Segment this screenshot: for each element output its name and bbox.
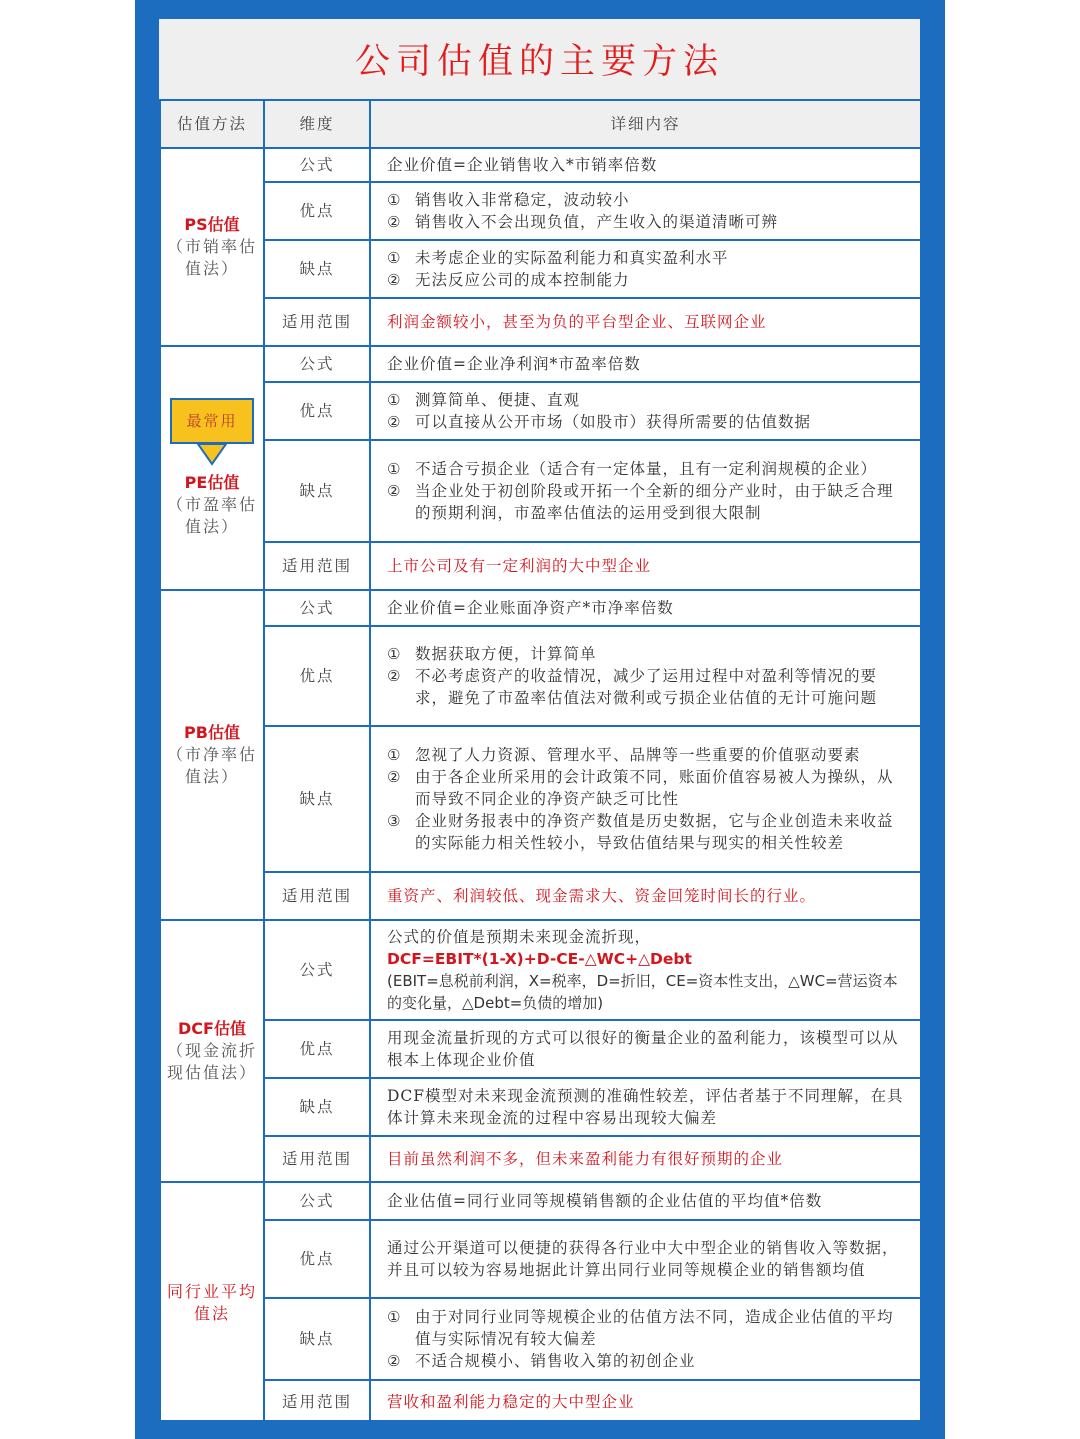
list-item: 销售收入不会出现负值，产生收入的渠道清晰可辨 (415, 213, 779, 231)
item-marker: ③ (387, 812, 401, 830)
header-method: 估值方法 (160, 100, 264, 148)
most-used-marker (161, 398, 263, 466)
list-item: 可以直接从公开市场（如股市）获得所需要的估值数据 (415, 413, 812, 431)
formula-note: (EBIT=息税前利润，X=税率，D=折旧，CE=资本性支出，△WC=营运资本的变化量，△Debt=负债的增加) (387, 972, 898, 1012)
item-marker: ② (387, 768, 401, 786)
item-marker: ② (387, 1352, 401, 1370)
table-row (160, 440, 921, 542)
list-item: 无法反应公司的成本控制能力 (415, 271, 630, 289)
table-row (160, 1220, 921, 1298)
valuation-table (159, 99, 922, 1425)
dim-cons: 缺点 (264, 726, 370, 872)
dim-cons: 缺点 (264, 1298, 370, 1380)
formula-text: 企业价值=企业账面净资产*市净率倍数 (370, 590, 921, 626)
method-name: DCF估值 (178, 1019, 246, 1038)
method-name: PS估值 (184, 215, 240, 234)
method-subtitle: （市盈率估值法） (166, 495, 257, 536)
list-item: 数据获取方便，计算简单 (415, 645, 597, 663)
scope-text: 目前虽然利润不多，但未来盈利能力有很好预期的企业 (370, 1136, 921, 1182)
cons-list (370, 726, 921, 872)
cons-list (370, 240, 921, 298)
list-item: 忽视了人力资源、管理水平、品牌等一些重要的价值驱动要素 (415, 746, 861, 764)
table-row (160, 1182, 921, 1220)
item-marker: ② (387, 271, 401, 289)
formula-intro: 公式的价值是预期未来现金流折现， (387, 928, 652, 946)
list-item: 不适合规模小、销售收入第的初创企业 (415, 1352, 696, 1370)
scope-text: 营收和盈利能力稳定的大中型企业 (370, 1380, 921, 1424)
method-subtitle: （市净率估值法） (166, 745, 257, 786)
formula-text: 企业价值=企业销售收入*市销率倍数 (370, 148, 921, 182)
item-marker: ② (387, 213, 401, 231)
dim-scope: 适用范围 (264, 298, 370, 346)
dim-pros: 优点 (264, 182, 370, 240)
list-item: 未考虑企业的实际盈利能力和真实盈利水平 (415, 249, 729, 267)
table-row (160, 626, 921, 726)
pros-text: 用现金流量折现的方式可以很好的衡量企业的盈利能力，该模型可以从根本上体现企业价值 (370, 1020, 921, 1078)
item-marker: ① (387, 746, 401, 764)
dim-formula: 公式 (264, 148, 370, 182)
method-name: 同行业平均值法 (166, 1282, 257, 1323)
item-marker: ① (387, 191, 401, 209)
table-row (160, 346, 921, 382)
table-row (160, 590, 921, 626)
page-title: 公司估值的主要方法 (159, 19, 920, 101)
method-industry-average (160, 1182, 264, 1424)
table-row (160, 1136, 921, 1182)
list-item: 由于对同行业同等规模企业的估值方法不同，造成企业估值的平均值与实际情况有较大偏差 (415, 1308, 894, 1348)
item-marker: ① (387, 460, 401, 478)
list-item: 测算简单、便捷、直观 (415, 391, 581, 409)
pros-text: 通过公开渠道可以便捷的获得各行业中大中型企业的销售收入等数据，并且可以较为容易地据此计算出同行业同等规模企业的销售额均值 (370, 1220, 921, 1298)
item-marker: ② (387, 413, 401, 431)
scope-text: 利润金额较小，甚至为负的平台型企业、互联网企业 (370, 298, 921, 346)
valuation-card (157, 17, 922, 1422)
formula-text: 企业价值=企业净利润*市盈率倍数 (370, 346, 921, 382)
table-row (160, 182, 921, 240)
item-marker: ① (387, 645, 401, 663)
table-row (160, 872, 921, 920)
dim-formula: 公式 (264, 590, 370, 626)
formula-text: 企业估值=同行业同等规模销售额的企业估值的平均值*倍数 (370, 1182, 921, 1220)
table-row (160, 1380, 921, 1424)
method-name: PB估值 (184, 723, 240, 742)
scope-text: 上市公司及有一定利润的大中型企业 (370, 542, 921, 590)
cons-list (370, 440, 921, 542)
dim-formula: 公式 (264, 920, 370, 1020)
pros-list (370, 382, 921, 440)
table-row (160, 240, 921, 298)
table-row (160, 726, 921, 872)
dim-formula: 公式 (264, 346, 370, 382)
item-marker: ① (387, 1308, 401, 1326)
method-pb (160, 590, 264, 920)
pros-list (370, 182, 921, 240)
dim-scope: 适用范围 (264, 1380, 370, 1424)
down-arrow-icon (192, 444, 232, 466)
list-item: 由于各企业所采用的会计政策不同，账面价值容易被人为操纵，从而导致不同企业的净资产缺乏可比性 (415, 768, 894, 808)
dim-cons: 缺点 (264, 440, 370, 542)
table-row (160, 542, 921, 590)
list-item: 企业财务报表中的净资产数值是历史数据，它与企业创造未来收益的实际能力相关性较小，导致估值结果与现实的相关性较差 (415, 812, 894, 852)
dim-pros: 优点 (264, 1020, 370, 1078)
table-row (160, 1298, 921, 1380)
item-marker: ① (387, 391, 401, 409)
most-used-badge: 最常用 (170, 398, 254, 444)
table-header-row (160, 100, 921, 148)
method-ps (160, 148, 264, 346)
dim-cons: 缺点 (264, 1078, 370, 1136)
dim-formula: 公式 (264, 1182, 370, 1220)
table-row (160, 920, 921, 1020)
dim-scope: 适用范围 (264, 872, 370, 920)
cons-list (370, 1298, 921, 1380)
item-marker: ② (387, 482, 401, 500)
dim-scope: 适用范围 (264, 542, 370, 590)
table-row (160, 1020, 921, 1078)
method-name: PE估值 (184, 473, 240, 492)
table-row (160, 1078, 921, 1136)
list-item: 当企业处于初创阶段或开拓一个全新的细分产业时，由于缺乏合理的预期利润，市盈率估值法的运用受到很大限制 (415, 482, 894, 522)
list-item: 不适合亏损企业（适合有一定体量，且有一定利润规模的企业） (415, 460, 878, 478)
method-dcf (160, 920, 264, 1182)
dim-pros: 优点 (264, 626, 370, 726)
pros-list (370, 626, 921, 726)
dim-scope: 适用范围 (264, 1136, 370, 1182)
table-row (160, 382, 921, 440)
dim-cons: 缺点 (264, 240, 370, 298)
formula-cell (370, 920, 921, 1020)
item-marker: ② (387, 667, 401, 685)
scope-text: 重资产、利润较低、现金需求大、资金回笼时间长的行业。 (370, 872, 921, 920)
dim-pros: 优点 (264, 1220, 370, 1298)
list-item: 不必考虑资产的收益情况，减少了运用过程中对盈利等情况的要求，避免了市盈率估值法对微利或亏损企业估值的无计可施问题 (415, 667, 878, 707)
cons-text: DCF模型对未来现金流预测的准确性较差，评估者基于不同理解，在具体计算未来现金流的过程中容易出现较大偏差 (370, 1078, 921, 1136)
list-item: 销售收入非常稳定，波动较小 (415, 191, 630, 209)
dcf-formula: DCF=EBIT*(1-X)+D-CE-△WC+△Debt (387, 950, 692, 968)
table-row (160, 148, 921, 182)
table-row (160, 298, 921, 346)
method-subtitle: （现金流折现估值法） (166, 1041, 257, 1082)
header-dimension: 维度 (264, 100, 370, 148)
method-pe (160, 346, 264, 590)
item-marker: ① (387, 249, 401, 267)
dim-pros: 优点 (264, 382, 370, 440)
header-detail: 详细内容 (370, 100, 921, 148)
method-subtitle: （市销率估值法） (166, 237, 257, 278)
